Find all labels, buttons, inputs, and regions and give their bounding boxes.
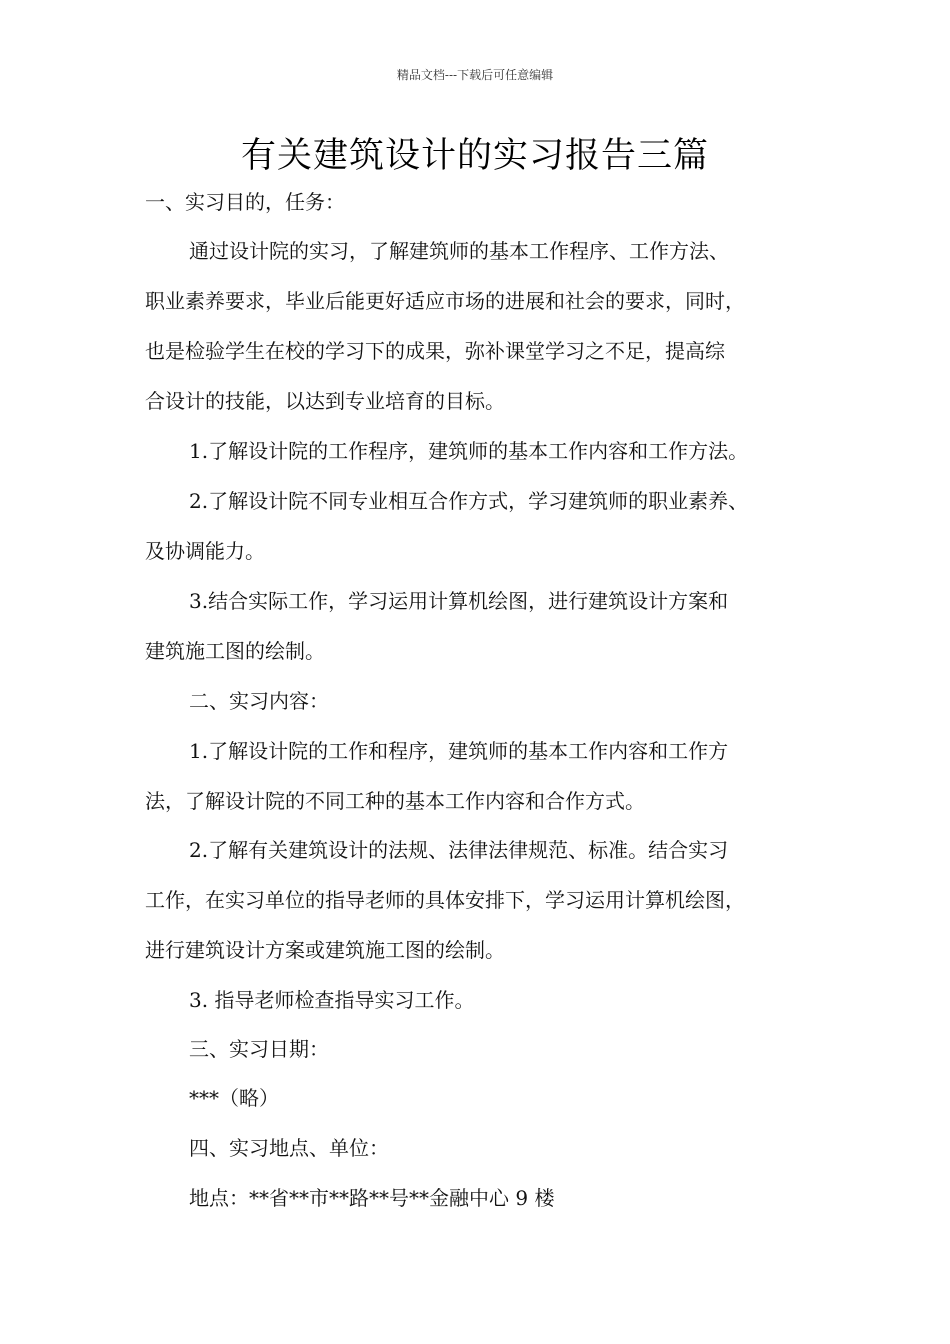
section-heading-3: 三、实习日期： [189,1037,329,1061]
paragraph-line: 建筑施工图的绘制。 [145,639,325,663]
paragraph-line: 地点：**省**市**路**号**金融中心 9 楼 [189,1186,555,1210]
paragraph-line: 法，了解设计院的不同工种的基本工作内容和合作方式。 [145,789,645,813]
list-item: 2.了解有关建筑设计的法规、法律法律规范、标准。结合实习 [189,838,729,862]
list-item: 3. 指导老师检查指导实习工作。 [189,988,475,1012]
paragraph-line: 及协调能力。 [145,539,265,563]
section-heading-2: 二、实习内容： [189,689,329,713]
list-item: 3.结合实际工作，学习运用计算机绘图，进行建筑设计方案和 [189,589,729,613]
paragraph-line: 工作，在实习单位的指导老师的具体安排下，学习运用计算机绘图， [145,888,745,912]
paragraph-line: 合设计的技能，以达到专业培育的目标。 [145,389,505,413]
list-item: 2.了解设计院不同专业相互合作方式，学习建筑师的职业素养、 [189,489,749,513]
header-note: 精品文档---下载后可任意编辑 [396,68,554,82]
section-heading-1: 一、实习目的，任务： [145,190,345,214]
document-title: 有关建筑设计的实习报告三篇 [240,136,709,176]
paragraph-line: 通过设计院的实习，了解建筑师的基本工作程序、工作方法、 [189,239,729,263]
paragraph-line: 也是检验学生在校的学习下的成果，弥补课堂学习之不足，提高综 [145,339,725,363]
list-item: 1.了解设计院的工作和程序，建筑师的基本工作内容和工作方 [189,739,729,763]
list-item: 1.了解设计院的工作程序，建筑师的基本工作内容和工作方法。 [189,439,749,463]
paragraph-line: ***（略） [189,1086,279,1110]
paragraph-line: 进行建筑设计方案或建筑施工图的绘制。 [145,938,505,962]
section-heading-4: 四、实习地点、单位： [189,1136,389,1160]
paragraph-line: 职业素养要求，毕业后能更好适应市场的进展和社会的要求，同时， [145,289,745,313]
